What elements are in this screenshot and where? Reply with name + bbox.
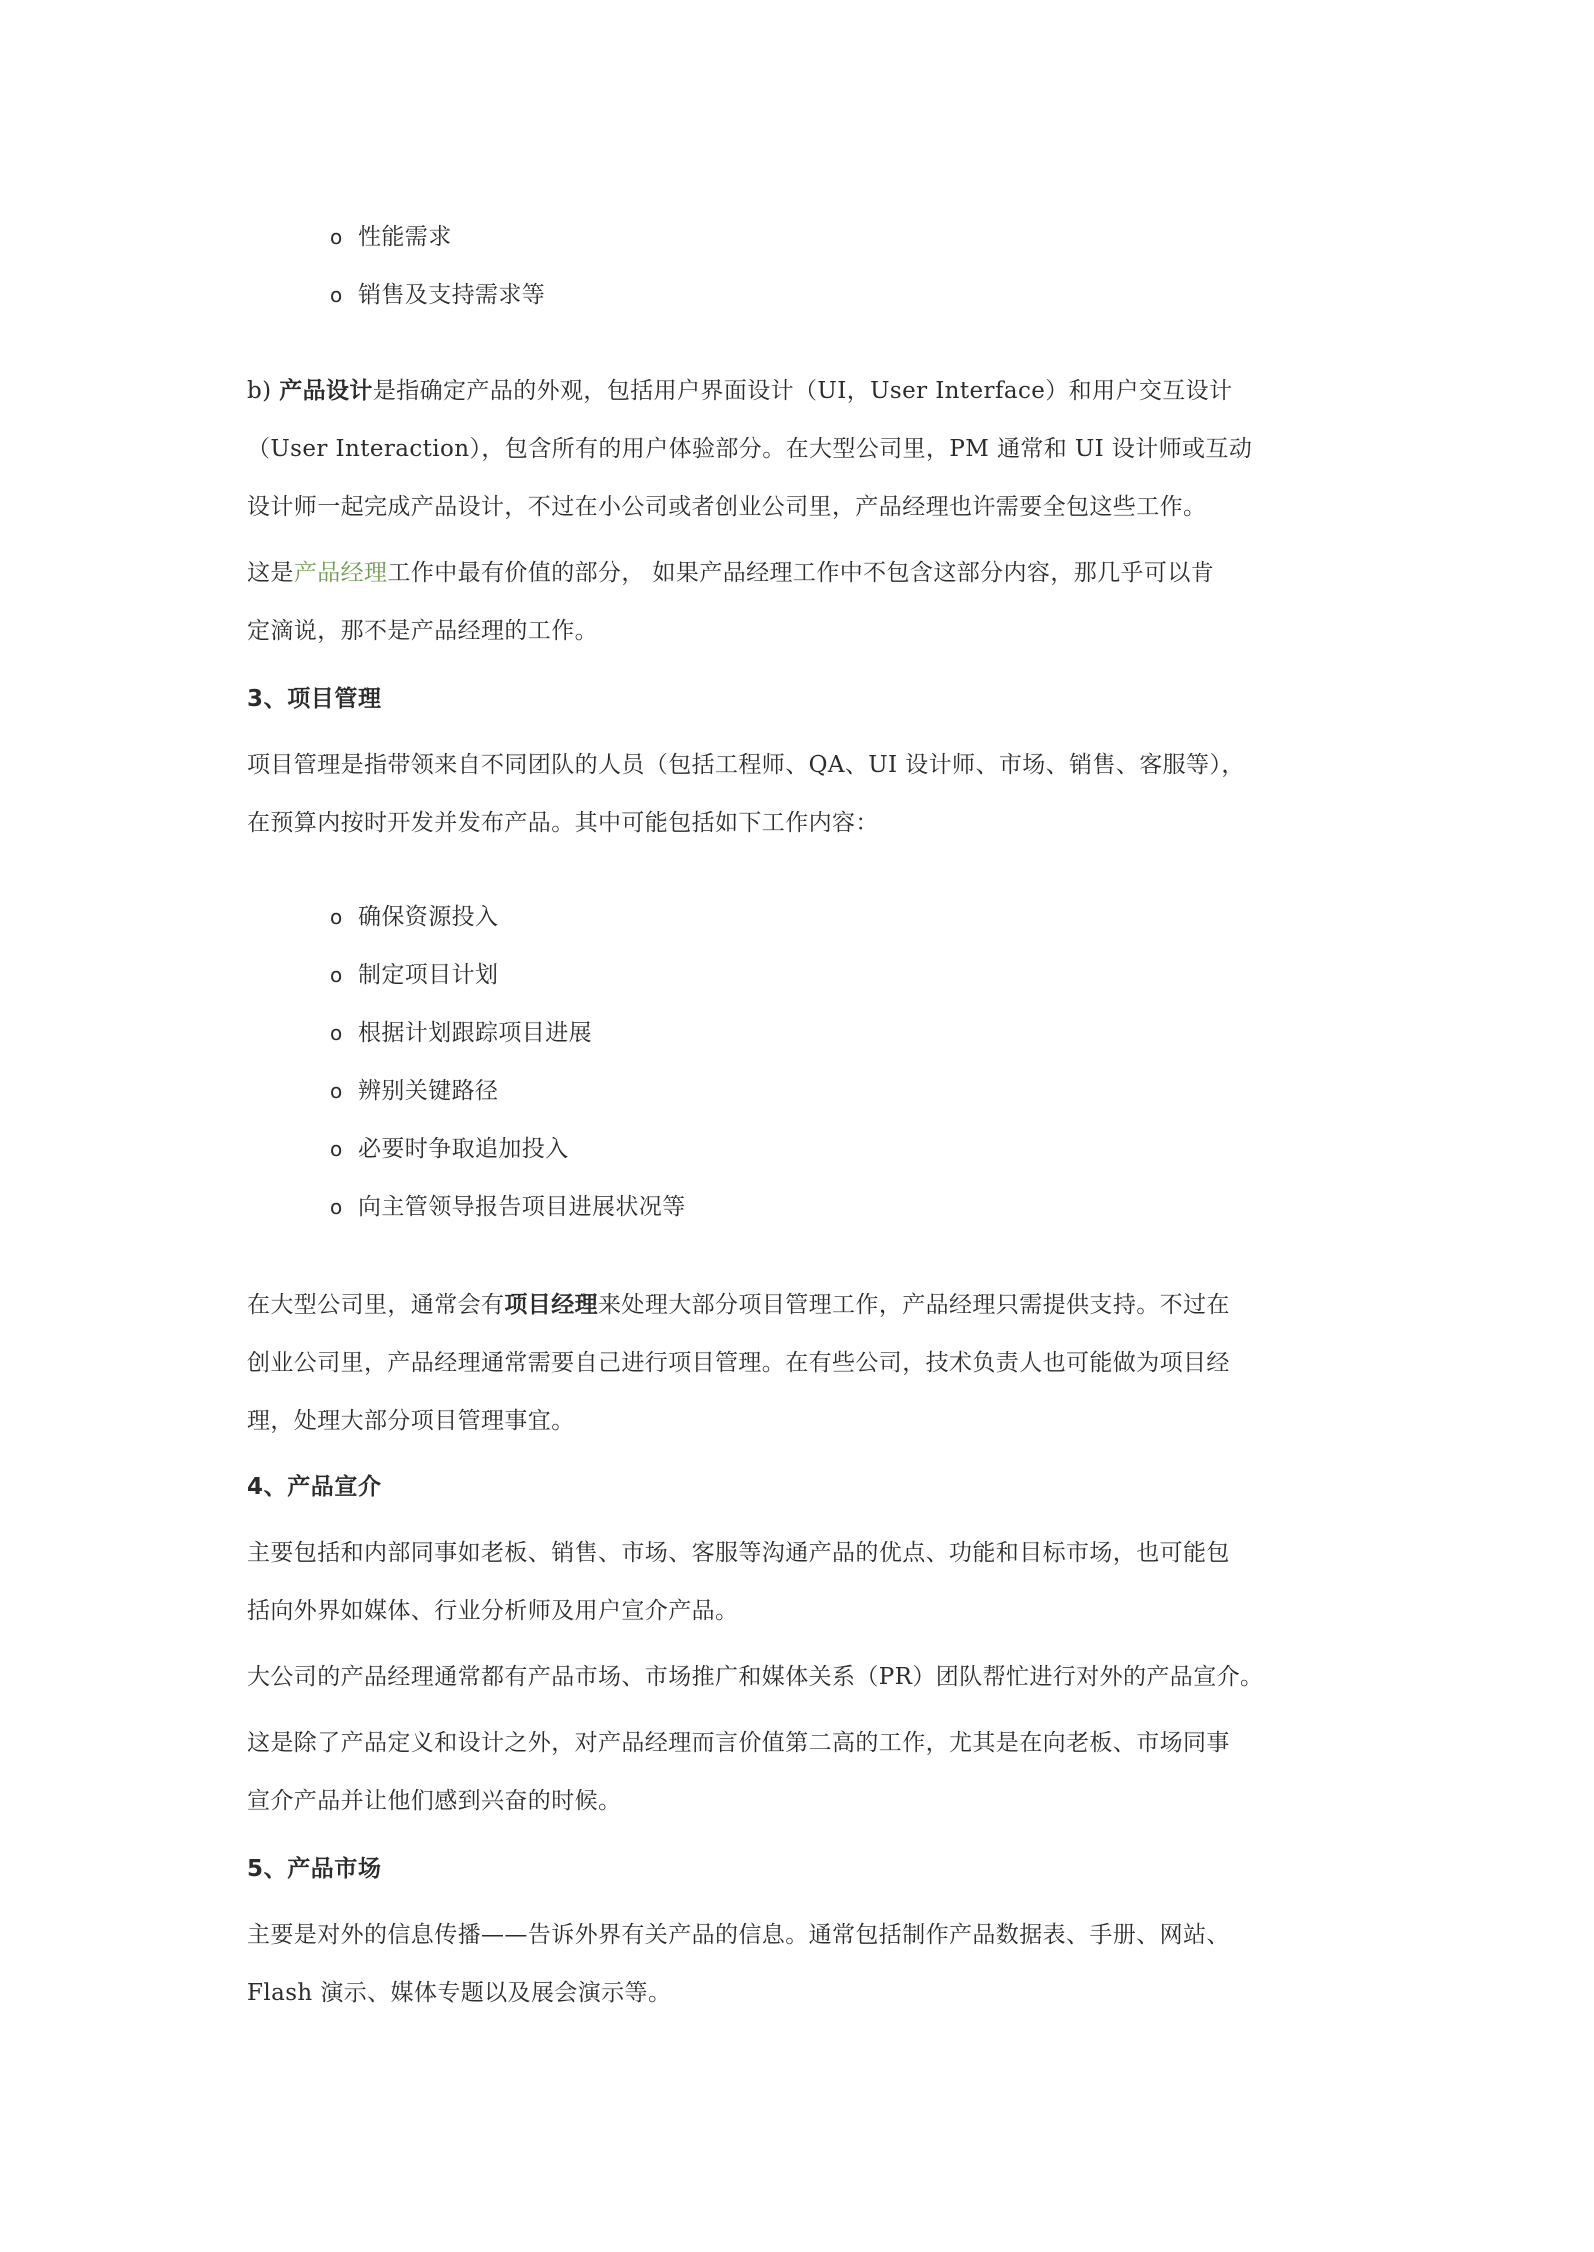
paragraph-line: 项目管理是指带领来自不同团队的人员（包括工程师、QA、UI 设计师、市场、销售、客服等）， [247, 752, 1245, 778]
list-item: o 销售及支持需求等 [330, 278, 545, 312]
paragraph-line: 在预算内按时开发并发布产品。其中可能包括如下工作内容： [247, 810, 879, 836]
product-manager-link[interactable]: 产品经理 [293, 560, 388, 586]
list-item: o 根据计划跟踪项目进展 [330, 1016, 592, 1050]
paragraph-line: 在大型公司里，通常会有项目经理来处理大部分项目管理工作，产品经理只需提供支持。不过在 [247, 1292, 1230, 1318]
bullet-circle-icon: o [330, 963, 343, 987]
list-item: o 辨别关键路径 [330, 1074, 498, 1108]
paragraph-line: Flash 演示、媒体专题以及展会演示等。 [247, 1980, 672, 2006]
section-heading: 3、项目管理 [247, 686, 382, 712]
bullet-circle-icon: o [330, 1079, 343, 1103]
paragraph-line: （User Interaction），包含所有的用户体验部分。在大型公司里，PM 通常和 UI 设计师或互动 [247, 436, 1253, 462]
paragraph-line: 主要包括和内部同事如老板、销售、市场、客服等沟通产品的优点、功能和目标市场，也可能包 [247, 1540, 1230, 1566]
paragraph-line: 宣介产品并让他们感到兴奋的时候。 [247, 1788, 622, 1814]
term-project-manager: 项目经理 [504, 1292, 599, 1318]
section-heading: 4、产品宣介 [247, 1474, 382, 1500]
bullet-circle-icon: o [330, 1021, 343, 1045]
bullet-circle-icon: o [330, 225, 343, 249]
paragraph-line: 这是产品经理工作中最有价值的部分， 如果产品经理工作中不包含这部分内容，那几乎可以肯 [247, 560, 1215, 586]
paragraph-line: 理，处理大部分项目管理事宜。 [247, 1408, 575, 1434]
bullet-circle-icon: o [330, 905, 343, 929]
paragraph-line: 括向外界如媒体、行业分析师及用户宣介产品。 [247, 1598, 739, 1624]
bullet-circle-icon: o [330, 283, 343, 307]
bullet-circle-icon: o [330, 1195, 343, 1219]
paragraph-line: b) 产品设计是指确定产品的外观，包括用户界面设计（UI，User Interface）和用户交互设计 [247, 378, 1233, 404]
bullet-circle-icon: o [330, 1137, 343, 1161]
list-item: o 必要时争取追加投入 [330, 1132, 569, 1166]
paragraph-line: 设计师一起完成产品设计，不过在小公司或者创业公司里，产品经理也许需要全包这些工作。 [247, 494, 1207, 520]
list-item: o 性能需求 [330, 220, 452, 254]
section-heading: 5、产品市场 [247, 1856, 382, 1882]
list-item: o 确保资源投入 [330, 900, 498, 934]
paragraph-line: 定滴说，那不是产品经理的工作。 [247, 618, 598, 644]
term-product-design: 产品设计 [279, 378, 373, 404]
list-item: o 制定项目计划 [330, 958, 498, 992]
paragraph-line: 主要是对外的信息传播——告诉外界有关产品的信息。通常包括制作产品数据表、手册、网站、 [247, 1922, 1230, 1948]
paragraph-line: 创业公司里，产品经理通常需要自己进行项目管理。在有些公司，技术负责人也可能做为项目经 [247, 1350, 1230, 1376]
list-item: o 向主管领导报告项目进展状况等 [330, 1190, 686, 1224]
paragraph-line: 大公司的产品经理通常都有产品市场、市场推广和媒体关系（PR）团队帮忙进行对外的产品宣介。 [247, 1664, 1264, 1690]
paragraph-line: 这是除了产品定义和设计之外，对产品经理而言价值第二高的工作，尤其是在向老板、市场同事 [247, 1730, 1230, 1756]
